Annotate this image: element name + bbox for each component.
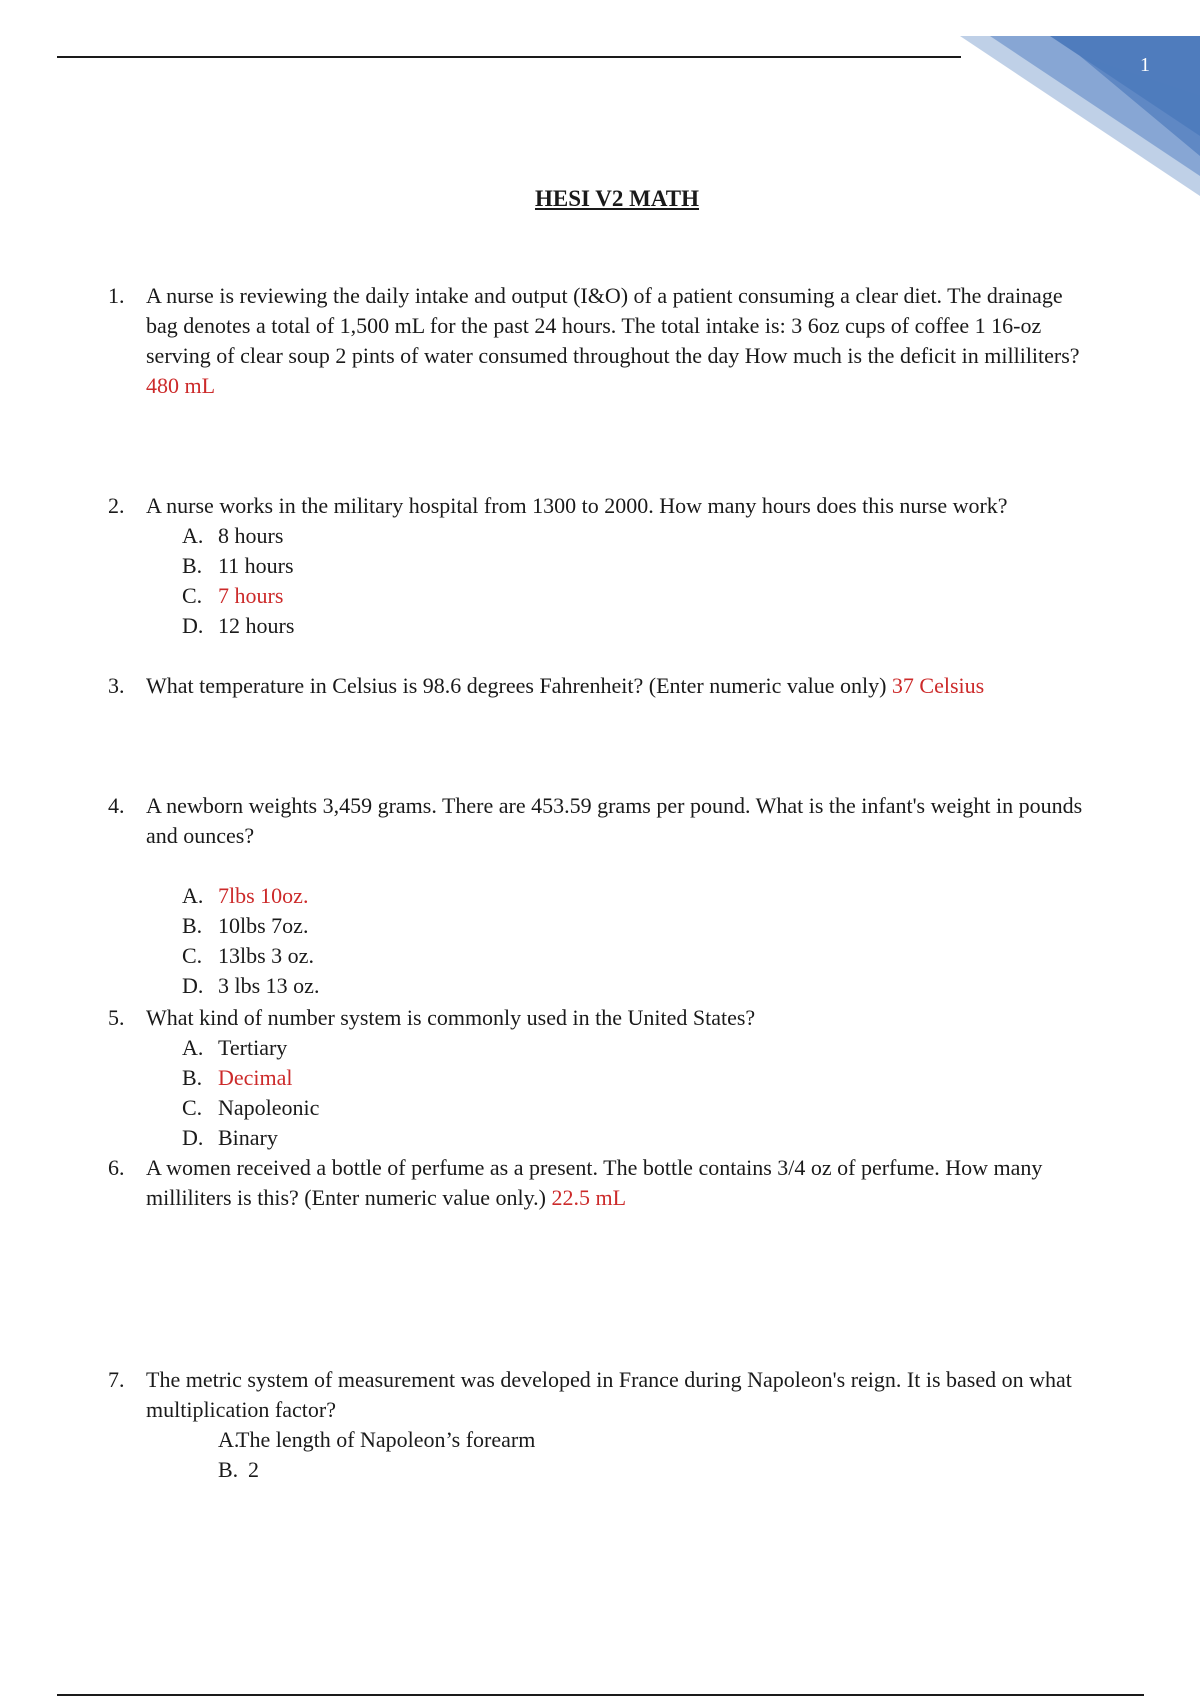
option-letter: C. [182, 943, 203, 968]
question-3-answer: 37 Celsius [891, 673, 985, 698]
question-number: 7. [108, 1367, 125, 1392]
option-text: 10lbs 7oz. [218, 913, 309, 938]
option-text: 3 lbs 13 oz. [218, 973, 320, 998]
option-text: Napoleonic [218, 1095, 320, 1120]
question-6-text: A women received a bottle of perfume as a present. The bottle contains 3/4 oz of perfume. How many milliliters is this? (Enter numeric value only.) [146, 1155, 1043, 1210]
option-text: 8 hours [218, 523, 284, 548]
option-letter: D. [182, 1125, 204, 1150]
option [108, 611, 1088, 641]
option-text: The length of Napoleon’s forearm [236, 1427, 536, 1452]
question-number: 3. [108, 673, 125, 698]
question-1-text: A nurse is reviewing the daily intake and output (I&O) of a patient consuming a clear diet. The drainage bag denotes a total of 1,500 mL for the past 24 hours. The total intake is: 3 6oz cups of coffee 1 16-oz serving of clear soup 2 pints of water consumed throughout the day How much is the deficit in milliliters? [146, 283, 1080, 368]
question-number: 4. [108, 793, 125, 818]
option [108, 551, 1088, 581]
option-letter: C. [182, 1095, 203, 1120]
option [108, 1455, 1088, 1485]
option-letter: B. [182, 1065, 203, 1090]
option [108, 1063, 1088, 1093]
option [108, 1033, 1088, 1063]
option [108, 581, 1088, 611]
question-2-text: A nurse works in the military hospital from 1300 to 2000. How many hours does this nurse work? [146, 493, 1008, 518]
question-4-text: A newborn weights 3,459 grams. There are 453.59 grams per pound. What is the infant's weight in pounds and ounces? [146, 793, 1083, 848]
question-2-options [108, 521, 1088, 641]
option-letter: A. [182, 883, 204, 908]
question-text [146, 281, 1088, 401]
question-3-text: What temperature in Celsius is 98.6 degrees Fahrenheit? (Enter numeric value only) [146, 673, 887, 698]
option [108, 971, 1088, 1001]
header-rule [57, 56, 961, 58]
question-number: 2. [108, 493, 125, 518]
question-1-answer: 480 mL [146, 373, 216, 398]
option [108, 941, 1088, 971]
option [108, 1425, 1088, 1455]
option [108, 881, 1088, 911]
question-number: 1. [108, 283, 125, 308]
question-text [146, 671, 1088, 701]
option-letter: B. [182, 553, 203, 578]
option-letter: A. [182, 523, 204, 548]
option [108, 1093, 1088, 1123]
option-text: 11 hours [218, 553, 294, 578]
question-5 [108, 1003, 1088, 1153]
question-1 [108, 281, 1088, 401]
question-5-options [108, 1033, 1088, 1153]
option-letter: B. [218, 1457, 239, 1482]
question-7 [108, 1365, 1088, 1485]
option-text-correct: Decimal [218, 1065, 293, 1090]
question-6-answer: 22.5 mL [551, 1185, 627, 1210]
question-6 [108, 1153, 1088, 1213]
page-number: 1 [1140, 54, 1150, 76]
question-number: 5. [108, 1005, 125, 1030]
option-letter: D. [182, 613, 204, 638]
question-text [146, 1153, 1088, 1213]
option-text: 13lbs 3 oz. [218, 943, 314, 968]
corner-decoration [960, 36, 1200, 196]
option-text: Tertiary [218, 1035, 288, 1060]
option-text: Binary [218, 1125, 278, 1150]
page-title: HESI V2 MATH [534, 186, 699, 211]
option-text: 12 hours [218, 613, 295, 638]
question-3 [108, 671, 1088, 701]
option-letter: B. [182, 913, 203, 938]
option [108, 1123, 1088, 1153]
option-text-correct: 7lbs 10oz. [218, 883, 309, 908]
footer-rule [57, 1694, 1144, 1696]
question-5-text: What kind of number system is commonly used in the United States? [146, 1005, 756, 1030]
question-number: 6. [108, 1155, 125, 1180]
question-4 [108, 791, 1088, 1001]
question-4-options [108, 881, 1088, 1001]
option-text: 2 [248, 1457, 259, 1482]
question-2 [108, 491, 1088, 641]
option [108, 911, 1088, 941]
question-7-options [108, 1425, 1088, 1485]
question-7-text: The metric system of measurement was developed in France during Napoleon's reign. It is based on what multiplication factor? [146, 1367, 1072, 1422]
option-letter: A. [182, 1035, 204, 1060]
option-letter: D. [182, 973, 204, 998]
option-text-correct: 7 hours [218, 583, 284, 608]
option [108, 521, 1088, 551]
option-letter: A. [218, 1427, 240, 1452]
option-letter: C. [182, 583, 203, 608]
